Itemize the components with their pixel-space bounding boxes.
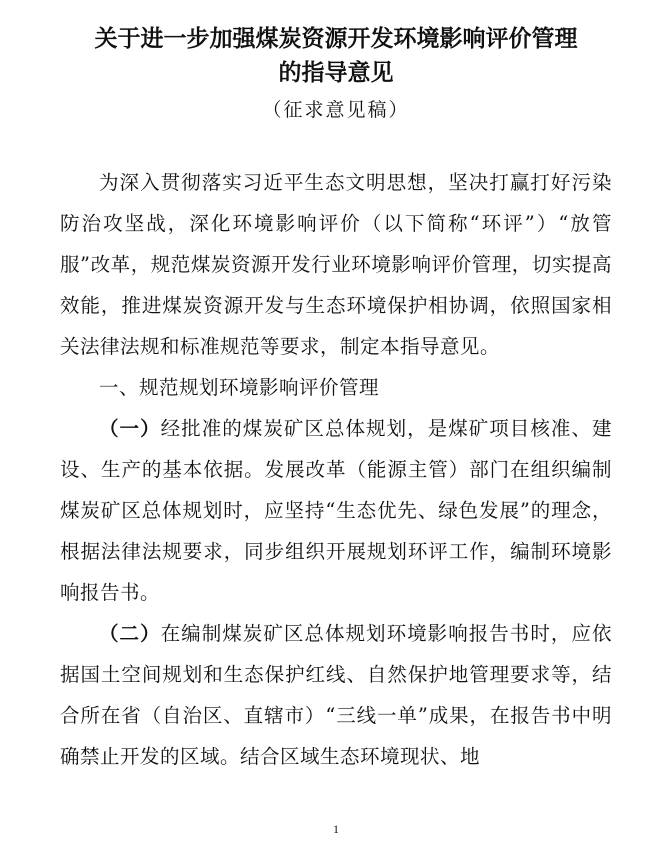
page-number: 1 (333, 822, 339, 836)
item-paragraph-2 (60, 613, 612, 777)
item-paragraph-1 (60, 408, 612, 613)
item-text-1: 经批准的煤炭矿区总体规划，是煤矿项目核准、建设、生产的基本依据。发展改革（能源主管）部门在组织编制煤炭矿区总体规划时，应坚持“生态优先、绿色发展”的理念，根据法律法规要求，同步组织开展规划环评工作，编制环境影响报告书。 (60, 417, 612, 604)
item-label-2: （二） (99, 622, 161, 645)
item-label-1: （一） (99, 417, 161, 440)
title-line-2: 的指导意见 (278, 60, 394, 86)
title-line-1: 关于进一步加强煤炭资源开发环境影响评价管理 (94, 26, 578, 52)
item-text-2: 在编制煤炭矿区总体规划环境影响报告书时，应依据国土空间规划和生态保护红线、自然保护地管理要求等，结合所在省（自治区、直辖市）“三线一单”成果，在报告书中明确禁止开发的区域。结合区域生态环境现状、地 (60, 622, 612, 768)
document-subtitle: （征求意见稿） (262, 99, 410, 121)
document-body (60, 162, 612, 777)
intro-paragraph: 为深入贯彻落实习近平生态文明思想，坚决打赢打好污染防治攻坚战，深化环境影响评价（以下简称“环评”）“放管服”改革，规范煤炭资源开发行业环境影响评价管理，切实提高效能，推进煤炭资源开发与生态环境保护相协调，依照国家相关法律法规和标准规范等要求，制定本指导意见。 (60, 171, 612, 358)
document-title (60, 22, 612, 90)
section-heading-1: 一、规范规划环境影响评价管理 (99, 376, 380, 399)
